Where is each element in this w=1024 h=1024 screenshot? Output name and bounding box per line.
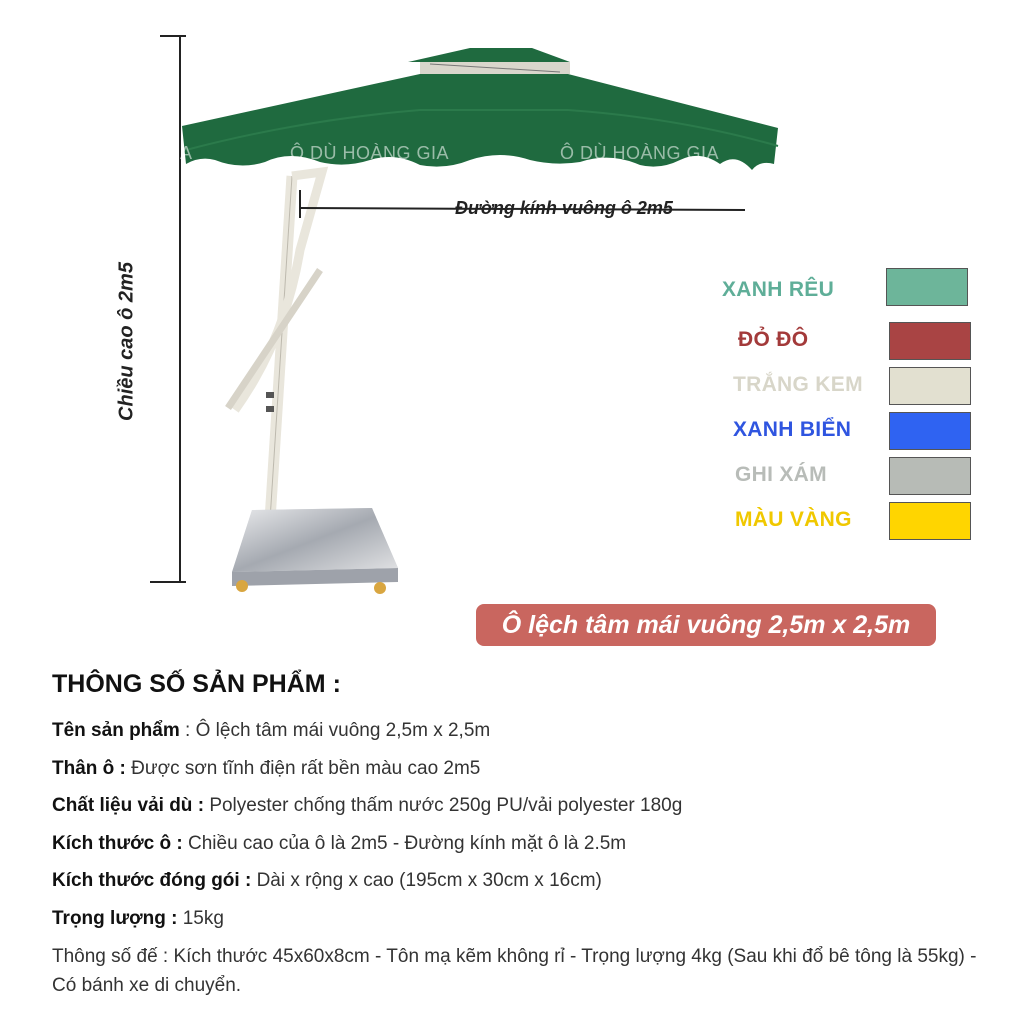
spec-row-material <box>52 791 982 820</box>
diameter-label: Đường kính vuông ô 2m5 <box>455 198 673 218</box>
spec-value: Polyester chống thấm nước 250g PU/vải polyester 180g <box>209 795 683 816</box>
color-swatch-xanh-bien[interactable] <box>889 412 971 450</box>
color-swatch-do-do[interactable] <box>889 322 971 360</box>
color-name-xanh-reu: XANH RÊU <box>722 278 835 301</box>
umbrella-pole <box>228 172 322 520</box>
spec-row-name: Tên sản phẩm : Ô lệch tâm mái vuông 2,5m x 2,5m <box>52 720 491 741</box>
color-name-mau-vang: MÀU VÀNG <box>735 508 852 531</box>
color-swatch-mau-vang[interactable] <box>889 502 971 540</box>
spec-value: Ô lệch tâm mái vuông 2,5m x 2,5m <box>195 720 491 741</box>
spec-row-size <box>52 829 982 858</box>
spec-value: Chiều cao của ô là 2m5 - Đường kính mặt ô là 2.5m <box>188 833 627 854</box>
spec-value: 15kg <box>182 908 224 929</box>
spec-label: Thân ô : <box>52 758 126 779</box>
spec-row-weight <box>52 904 982 933</box>
color-name-trang-kem: TRẮNG KEM <box>733 373 863 396</box>
watermark-right: Ô DÙ HOÀNG GIA <box>560 143 720 163</box>
color-name-xanh-bien: XANH BIỂN <box>733 418 852 441</box>
spec-label: Kích thước đóng gói : <box>52 870 252 891</box>
color-swatch-trang-kem[interactable] <box>889 367 971 405</box>
height-dimension-line <box>150 36 186 582</box>
spec-label: Kích thước ô : <box>52 833 183 854</box>
watermark-left: GIA <box>160 143 193 163</box>
spec-base-note: Thông số đế : Kích thước 45x60x8cm - Tôn mạ kẽm không rỉ - Trọng lượng 4kg (Sau khi đổ bê tông là 55kg) - Có bánh xe di chuyển. <box>52 946 977 996</box>
height-label: Chiều cao ô 2m5 <box>115 262 138 421</box>
color-name-ghi-xam: GHI XÁM <box>735 463 827 486</box>
watermark-center: Ô DÙ HOÀNG GIA <box>290 143 450 163</box>
spec-title: THÔNG SỐ SẢN PHẨM : <box>52 670 341 698</box>
spec-label: Tên sản phẩm <box>52 720 180 741</box>
spec-label: Trọng lượng : <box>52 908 178 929</box>
color-swatch-ghi-xam[interactable] <box>889 457 971 495</box>
spec-value: Được sơn tĩnh điện rất bền màu cao 2m5 <box>131 758 481 779</box>
color-swatch-xanh-reu[interactable] <box>886 268 968 306</box>
spec-row-package <box>52 866 982 895</box>
product-badge: Ô lệch tâm mái vuông 2,5m x 2,5m <box>476 604 936 646</box>
canopy-top-vent <box>408 48 570 62</box>
spec-row-body <box>52 754 982 783</box>
spec-label: Chất liệu vải dù : <box>52 795 205 816</box>
spec-value: Dài x rộng x cao (195cm x 30cm x 16cm) <box>256 870 602 891</box>
umbrella-base <box>232 508 398 594</box>
color-name-do-do: ĐỎ ĐÔ <box>738 328 809 351</box>
